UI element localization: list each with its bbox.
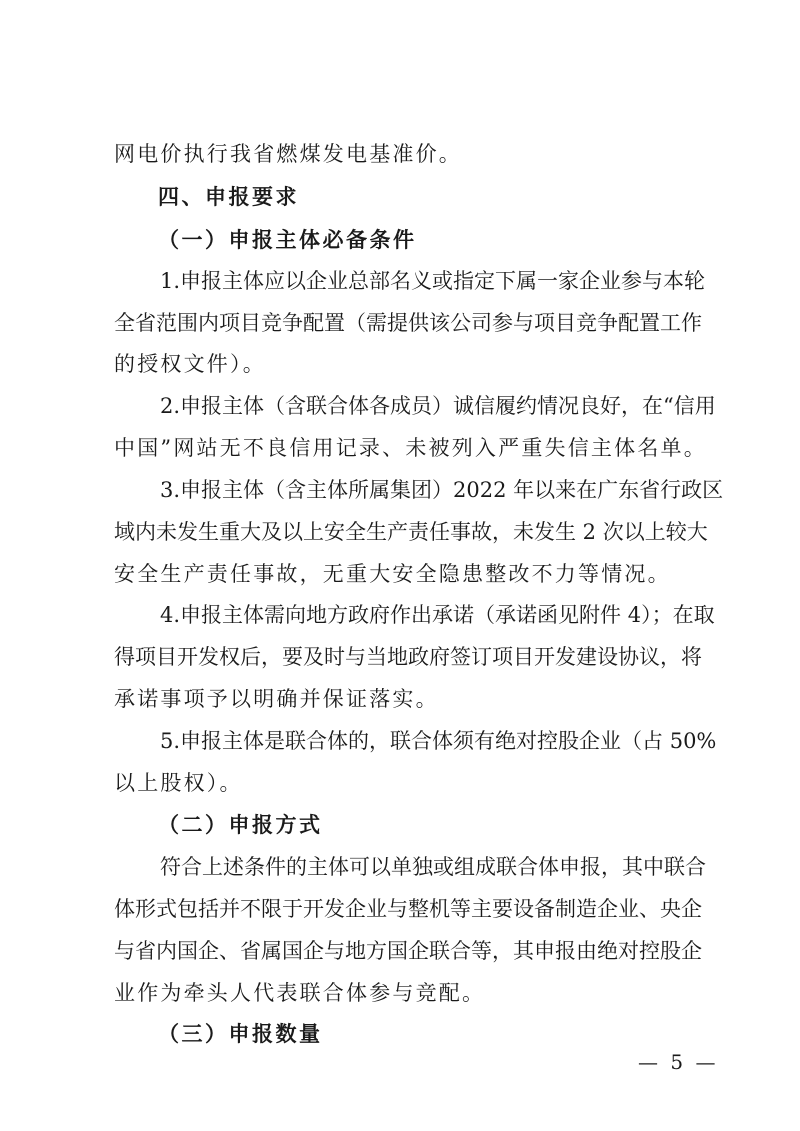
body-text-line: 网电价执行我省燃煤发电基准价。 <box>114 142 462 166</box>
body-text-line: 与省内国企、省属国企与地方国企联合等，其申报由绝对控股企 <box>114 939 702 963</box>
body-text-line: 域内未发生重大及以上安全生产责任事故，未发生 2 次以上较大 <box>114 520 708 544</box>
body-text-line: 得项目开发权后，要及时与当地政府签订项目开发建设协议，将 <box>114 645 702 669</box>
body-text-line: 的授权文件）。 <box>114 352 266 376</box>
body-text-line: 体形式包括并不限于开发企业与整机等主要设备制造企业、央企 <box>114 897 702 921</box>
section-heading: 四、申报要求 <box>158 184 299 209</box>
subsection-heading: （二）申报方式 <box>158 812 323 837</box>
page-number: — 5 — <box>638 1050 719 1074</box>
body-text-line: 5.申报主体是联合体的，联合体须有绝对控股企业（占 50% <box>160 729 717 753</box>
body-text-line: 全省范围内项目竞争配置（需提供该公司参与项目竞争配置工作 <box>114 311 702 335</box>
body-text-line: 以上股权）。 <box>114 771 243 795</box>
body-text-line: 安全生产责任事故，无重大安全隐患整改不力等情况。 <box>114 562 671 586</box>
body-text-line: 3.申报主体（含主体所属集团）2022 年以来在广东省行政区 <box>160 478 724 502</box>
body-text-line: 业作为牵头人代表联合体参与竞配。 <box>114 981 486 1005</box>
subsection-heading: （一）申报主体必备条件 <box>158 227 417 252</box>
body-text-line: 符合上述条件的主体可以单独或组成联合体申报，其中联合 <box>160 855 706 879</box>
subsection-heading: （三）申报数量 <box>158 1021 323 1046</box>
body-text-line: 承诺事项予以明确并保证落实。 <box>114 687 439 711</box>
body-text-line: 中国”网站无不良信用记录、未被列入严重失信主体名单。 <box>114 436 707 460</box>
body-text-line: 4.申报主体需向地方政府作出承诺（承诺函见附件 4）；在取 <box>160 603 715 627</box>
body-text-line: 1.申报主体应以企业总部名义或指定下属一家企业参与本轮 <box>160 269 706 293</box>
body-text-line: 2.申报主体（含联合体各成员）诚信履约情况良好，在“信用 <box>160 394 716 418</box>
